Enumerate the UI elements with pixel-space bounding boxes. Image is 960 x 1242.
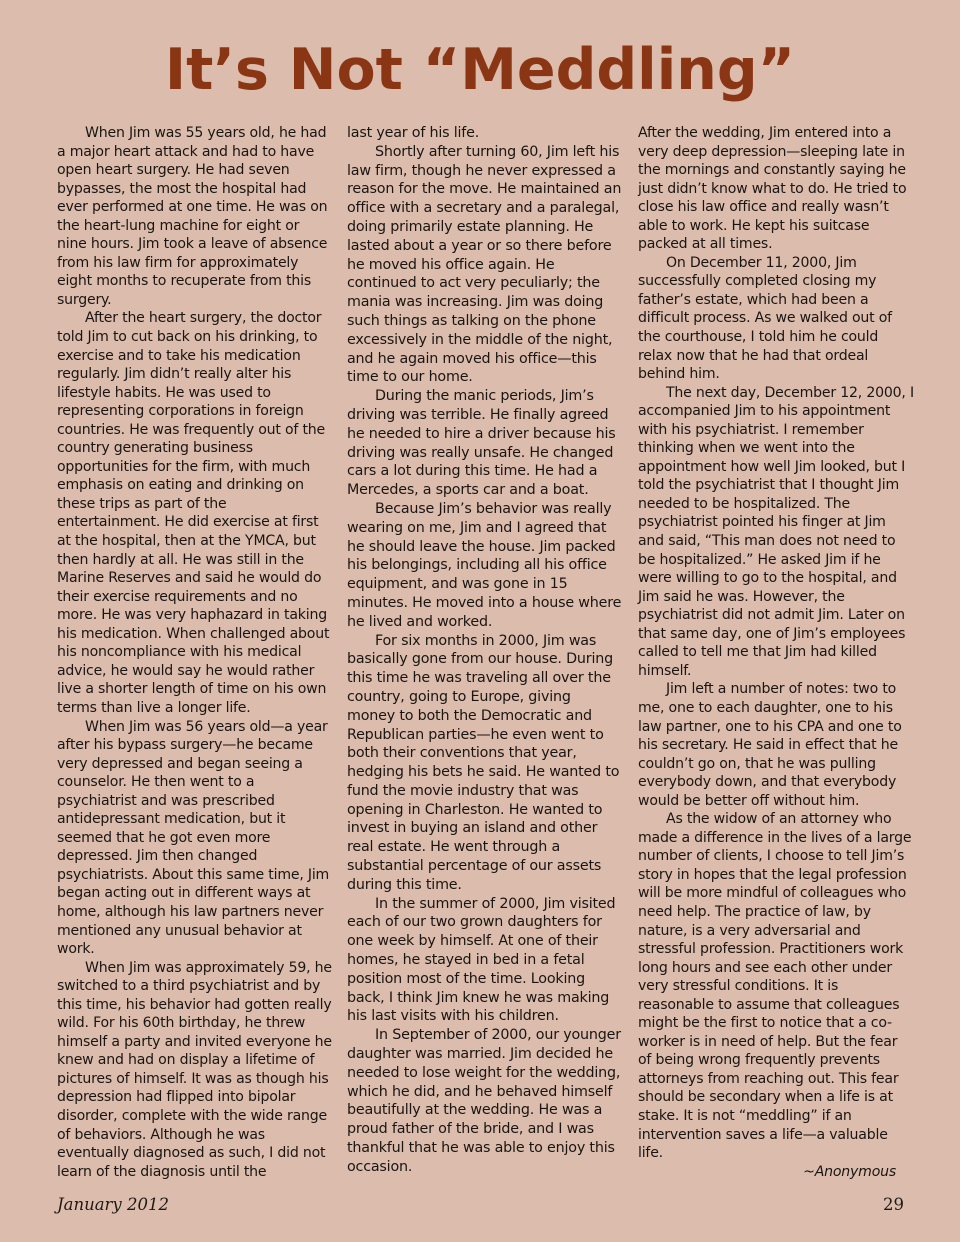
- paragraph: During the manic periods, Jim’s driving was terrible. He finally agreed he needed to hire a driver because his driving was really unsafe. He changed cars a lot during this time. He had a Mercedes, a sports car and a boat.: [347, 388, 616, 499]
- paragraph: When Jim was approximately 59, he switched to a third psychiatrist and by this time, his behavior had gotten really wild. For his 60th birthday, he threw himself a party and invited everyone he knew and had on display a lifetime of pictures of himself. It was as though his depression had flipped into bipolar disorder, complete with the wide range of behaviors. Although he was eventually diagnosed as such, I did not learn of the diagnosis until the: [57, 959, 332, 1180]
- paragraph: On December 11, 2000, Jim successfully completed closing my father’s estate, which had been a difficult process. As we walked out of the courthouse, I told him he could relax now that he had that ordeal behind him.: [638, 254, 892, 383]
- issue-date: January 2012: [57, 1195, 169, 1214]
- article-title: It’s Not “Meddling”: [164, 37, 796, 103]
- column-1: [57, 124, 333, 1181]
- paragraph: When Jim was 55 years old, he had a major heart attack and had to have open heart surgery. He had seven bypasses, the most the hospital had ever performed at one time. He was on the heart-lung machine for eight or nine hours. Jim took a leave of absence from his law firm for approximately eight months to recuperate from this surgery.: [57, 125, 328, 308]
- paragraph: Jim left a number of notes: two to me, one to each daughter, one to his law partner, one to his CPA and one to his secretary. He said in effect that he couldn’t go on, that he was pulling everybody down, and that everybody would be better off without him.: [638, 681, 902, 809]
- column-3: [638, 124, 914, 1181]
- paragraph: In September of 2000, our younger daughter was married. Jim decided he needed to lose weight for the wedding, which he did, and he behaved himself beautifully at the wedding. He was a proud father of the bride, and I was thankful that he was able to enjoy this occasion.: [347, 1027, 621, 1175]
- paragraph: Because Jim’s behavior was really wearing on me, Jim and I agreed that he should leave the house. Jim packed his belongings, including all his office equipment, and was gone in 15 minutes. He moved into a house where he lived and worked.: [347, 500, 622, 630]
- paragraph: After the wedding, Jim entered into a very deep depression—sleeping late in the mornings and constantly saying he just didn’t know what to do. He tried to close his law office and really wasn’t able to work. He kept his suitcase packed at all times.: [638, 125, 907, 253]
- paragraph: When Jim was 56 years old—a year after his bypass surgery—he became very depressed and began seeing a counselor. He then went to a psychiatrist and was prescribed antidepressant medication, but it seemed that he got even more depressed. Jim then changed psychiatrists. About this same time, Jim began acting out in different ways at home, although his law partners never mentioned any unusual behavior at work.: [57, 718, 330, 958]
- column-2: [347, 124, 623, 1177]
- paragraph: In the summer of 2000, Jim visited each of our two grown daughters for one week by himself. At one of their homes, he stayed in bed in a fetal position most of the time. Looking back, I think Jim knew he was making his last visits with his children.: [347, 895, 616, 1025]
- paragraph: After the heart surgery, the doctor told Jim to cut back on his drinking, to exercise and to take his medication regularly. Jim didn’t really alter his lifestyle habits. He was used to representing corporations in foreign countries. He was frequently out of the country generating business opportunities for the firm, with much emphasis on eating and drinking on these trips as part of the entertainment. He did exercise at first at the hospital, then at the YMCA, but then hardly at all. He was still in the Marine Reserves and said he would do their exercise requirements and no more. He was very haphazard in taking his medication. When challenged about his noncompliance with his medical advice, he would say he would rather live a shorter length of time on his own terms than live a longer life.: [57, 310, 330, 716]
- page-number: 29: [883, 1195, 904, 1214]
- paragraph: The next day, December 12, 2000, I accompanied Jim to his appointment with his psychiatrist. I remember thinking when we went into the appointment how well Jim looked, but I told the psychiatrist that I thought Jim needed to be hospitalized. The psychiatrist pointed his finger at Jim and said, “This man does not need to be hospitalized.” He asked Jim if he were willing to go to the hospital, and Jim said he was. However, the psychiatrist did not admit Jim. Later on that same day, one of Jim’s employees called to tell me that Jim had killed himself.: [638, 384, 914, 679]
- paragraph: last year of his life.: [347, 125, 480, 141]
- author-signature: ~Anonymous: [803, 1163, 896, 1180]
- paragraph: As the widow of an attorney who made a difference in the lives of a large number of clients, I choose to tell Jim’s story in hopes that the legal profession will be more mindful of colleagues who need help. The practice of law, by nature, is a very adversarial and stressful profession. Practitioners work long hours and see each other under very stressful conditions. It is reasonable to assume that colleagues might be the first to notice that a co-worker is in need of help. But the fear of being wrong frequently prevents attorneys from reaching out. This fear should be secondary when a life is at stake. It is not “meddling” if an intervention saves a life—a valuable life.: [638, 811, 912, 1162]
- paragraph: For six months in 2000, Jim was basically gone from our house. During this time he was traveling all over the country, going to Europe, giving money to both the Democratic and Republican parties—he even went to both their conventions that year, hedging his bets he said. He wanted to fund the movie industry that was opening in Charleston. He wanted to invest in buying an island and other real estate. He went through a substantial percentage of our assets during this time.: [347, 632, 620, 893]
- paragraph: Shortly after turning 60, Jim left his law firm, though he never expressed a reason for the move. He maintained an office with a secretary and a paralegal, doing primarily estate planning. He lasted about a year or so there before he moved his office again. He continued to act very peculiarly; the mania was increasing. Jim was doing such things as talking on the phone excessively in the middle of the night, and he again moved his office—this time to our home.: [347, 143, 622, 386]
